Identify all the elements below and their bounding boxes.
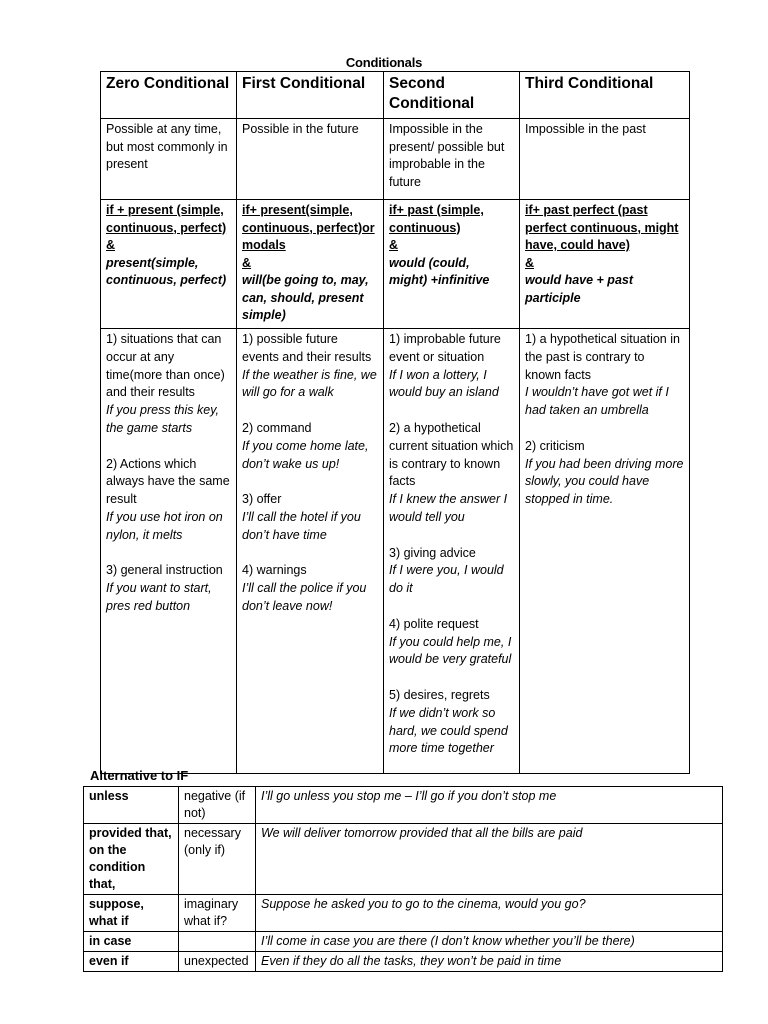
conditionals-table [100, 71, 690, 774]
meaning-cell: unexpected [179, 952, 256, 972]
usage-example: If you come home late, don’t wake us up! [242, 438, 369, 471]
spacer [106, 545, 231, 563]
term-cell: even if [84, 952, 179, 972]
formula-line: & [389, 238, 399, 252]
formula-line: & [106, 238, 116, 252]
formula-line: present(simple, [106, 255, 199, 270]
alternative-row [84, 895, 723, 932]
formula-line: if + present (simple, [106, 203, 224, 217]
usage-label: 4) warnings [242, 563, 307, 578]
description-cell: Impossible in the present/ possible but improbable in the future [384, 119, 520, 200]
formula-line: participle [525, 290, 581, 305]
term-cell: suppose, what if [84, 895, 179, 932]
spacer [525, 420, 684, 438]
usage-example: If I knew the answer I would tell you [389, 492, 508, 524]
usage-example: If I won a lottery, I would buy an island [389, 367, 499, 400]
usage-example: If you could help me, I would be very grateful [389, 634, 512, 667]
description-row [101, 119, 690, 200]
alternatives-title: Alternative to IF [90, 768, 189, 783]
example-cell: We will deliver tomorrow provided that all the bills are paid [256, 824, 723, 895]
formula-line: modals [242, 238, 286, 252]
description-cell: Impossible in the past [520, 119, 690, 200]
formula-line: & [525, 255, 535, 270]
usage-label: 3) giving advice [389, 545, 476, 560]
formula-line: if+ past (simple, [389, 203, 484, 217]
description-cell: Possible in the future [237, 119, 384, 200]
usage-label: 1) improbable future event or situation [389, 332, 501, 364]
formula-line: simple) [242, 308, 286, 322]
usage-label: 2) a hypothetical current situation which is contrary to known facts [389, 420, 514, 489]
usage-label: 2) command [242, 420, 312, 435]
meaning-cell: necessary (only if) [179, 824, 256, 895]
usage-label: 3) general instruction [106, 563, 223, 578]
usage-cell [520, 329, 690, 774]
usage-label: 3) offer [242, 492, 282, 507]
usage-example: If you had been driving more slowly, you could have stopped in time. [525, 456, 684, 507]
formula-line: continuous, perfect) [106, 220, 227, 235]
meaning-cell: negative (if not) [179, 787, 256, 824]
formula-line: continuous) [389, 220, 461, 235]
usage-label: 5) desires, regrets [389, 687, 490, 702]
alternative-row [84, 932, 723, 952]
usage-example: I’ll call the police if you don’t leave now! [242, 581, 367, 613]
column-heading: Zero Conditional [101, 72, 237, 119]
formula-line: have, could have) [525, 238, 630, 252]
usage-cell [237, 329, 384, 774]
formula-line: would have + past [525, 273, 634, 287]
formula-line: continuous, perfect) [106, 273, 227, 287]
usage-cell [384, 329, 520, 774]
alternative-row [84, 952, 723, 972]
usage-example: If we didn’t work so hard, we could spend more time together [389, 705, 508, 756]
column-heading: Second Conditional [384, 72, 520, 119]
usage-label: 1) a hypothetical situation in the past is contrary to known facts [525, 332, 680, 382]
example-cell: Suppose he asked you to go to the cinema, would you go? [256, 895, 723, 932]
formula-cell [101, 200, 237, 329]
spacer [242, 545, 378, 563]
term-cell: in case [84, 932, 179, 952]
spacer [242, 402, 378, 420]
formula-cell [384, 200, 520, 329]
usage-example: I wouldn’t have got wet if I had taken an umbrella [525, 385, 669, 418]
formula-line: if+ present(simple, [242, 203, 353, 217]
meaning-cell: imaginary what if? [179, 895, 256, 932]
spacer [389, 598, 514, 616]
example-cell: I’ll come in case you are there (I don’t know whether you’ll be there) [256, 932, 723, 952]
formula-cell [520, 200, 690, 329]
usage-example: If the weather is fine, we will go for a walk [242, 367, 377, 400]
formula-line: continuous, perfect)or [242, 220, 375, 235]
formula-line: if+ past perfect (past [525, 203, 648, 217]
formula-line: perfect continuous, might [525, 220, 679, 235]
term-cell: unless [84, 787, 179, 824]
spacer [389, 669, 514, 687]
spacer [242, 473, 378, 491]
formula-line: will(be going to, may, [242, 273, 369, 287]
description-cell: Possible at any time, but most commonly in present [101, 119, 237, 200]
usage-label: 1) situations that can occur at any time(more than once) and their results [106, 332, 225, 400]
alternative-row [84, 824, 723, 895]
formula-line: & [242, 255, 252, 270]
spacer [389, 527, 514, 545]
term-cell: provided that, on the condition that, [84, 824, 179, 895]
column-heading: Third Conditional [520, 72, 690, 119]
usage-example: I’ll call the hotel if you don’t have time [242, 509, 361, 542]
alternative-row [84, 787, 723, 824]
usage-label: 2) criticism [525, 438, 585, 453]
spacer [389, 402, 514, 420]
usage-example: If you want to start, pres red button [106, 581, 212, 613]
example-cell: Even if they do all the tasks, they won’t be paid in time [256, 952, 723, 972]
usage-label: 4) polite request [389, 616, 479, 631]
usage-row [101, 329, 690, 774]
usage-example: If I were you, I would do it [389, 563, 504, 596]
usage-example: If you use hot iron on nylon, it melts [106, 509, 223, 542]
alternatives-table [83, 786, 723, 972]
meaning-cell [179, 932, 256, 952]
spacer [106, 438, 231, 456]
usage-cell [101, 329, 237, 774]
usage-label: 2) Actions which always have the same result [106, 456, 230, 507]
formula-row [101, 200, 690, 329]
page-title: Conditionals [345, 55, 423, 70]
example-cell: I’ll go unless you stop me – I’ll go if you don’t stop me [256, 787, 723, 824]
formula-cell [237, 200, 384, 329]
usage-example: If you press this key, the game starts [106, 403, 220, 435]
column-heading: First Conditional [237, 72, 384, 119]
formula-line: might) +infinitive [389, 273, 490, 287]
table-header-row [101, 72, 690, 119]
formula-line: can, should, present [242, 290, 364, 305]
formula-line: would (could, [389, 255, 470, 270]
usage-label: 1) possible future events and their results [242, 332, 372, 364]
